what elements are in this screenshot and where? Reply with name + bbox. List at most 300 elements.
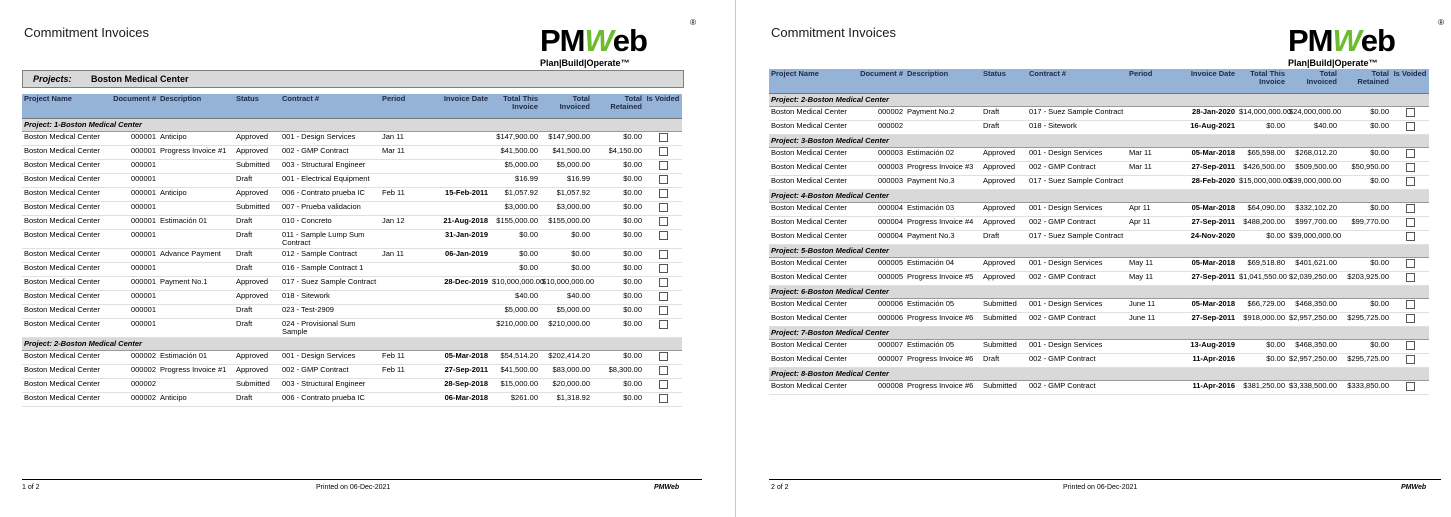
is-voided-checkbox[interactable] <box>659 203 668 212</box>
col-status-cell: Draft <box>234 230 280 249</box>
page-number: 1 of 2 <box>22 484 40 491</box>
col-period-header: Period <box>380 94 426 119</box>
col-document-cell: 000001 <box>104 146 158 160</box>
col-total-this-invoice-cell: $15,000,000.00 <box>1237 176 1287 190</box>
col-status-cell: Approved <box>981 148 1027 162</box>
col-contract-cell: 002 - GMP Contract <box>280 146 380 160</box>
is-voided-checkbox[interactable] <box>659 366 668 375</box>
is-voided-checkbox[interactable] <box>659 147 668 156</box>
report-title: Commitment Invoices <box>24 25 149 40</box>
col-total-this-invoice-cell: $0.00 <box>490 230 540 249</box>
col-contract-cell: 003 - Structural Engineer <box>280 379 380 393</box>
col-invoice-date-cell <box>426 305 490 319</box>
invoice-row[interactable] <box>769 354 1429 368</box>
invoice-row[interactable] <box>22 379 682 393</box>
col-is-voided-cell <box>644 188 682 202</box>
col-project-name-cell: Boston Medical Center <box>769 258 851 272</box>
invoice-row[interactable] <box>22 160 682 174</box>
col-description-cell: Estimación 01 <box>158 351 234 365</box>
col-invoice-date-cell: 27-Sep-2011 <box>1173 162 1237 176</box>
invoice-row[interactable] <box>22 351 682 365</box>
col-contract-cell: 001 - Design Services <box>280 132 380 146</box>
col-description-cell: Progress Invoice #5 <box>905 272 981 286</box>
project-group-header <box>769 135 1429 148</box>
col-is-voided-cell <box>1391 176 1429 190</box>
col-total-retained-cell: $0.00 <box>1339 121 1391 135</box>
invoice-row[interactable] <box>22 249 682 263</box>
col-total-invoiced-cell: $332,102.20 <box>1287 203 1339 217</box>
col-description-cell: Anticipo <box>158 393 234 407</box>
col-total-this-invoice-cell: $54,514.20 <box>490 351 540 365</box>
col-total-retained-cell: $0.00 <box>592 393 644 407</box>
col-project-name-cell: Boston Medical Center <box>769 176 851 190</box>
col-contract-cell: 002 - GMP Contract <box>1027 381 1127 395</box>
is-voided-checkbox[interactable] <box>1406 163 1415 172</box>
col-is-voided-cell <box>1391 148 1429 162</box>
col-is-voided-cell <box>644 230 682 249</box>
is-voided-checkbox[interactable] <box>1406 259 1415 268</box>
col-description-cell: Estimación 05 <box>905 340 981 354</box>
col-document-cell: 000007 <box>851 340 905 354</box>
col-contract-cell: 002 - GMP Contract <box>280 365 380 379</box>
is-voided-checkbox[interactable] <box>659 250 668 259</box>
col-status-cell: Draft <box>981 231 1027 245</box>
invoices-table-page-1 <box>22 94 682 407</box>
col-project-name-cell: Boston Medical Center <box>769 381 851 395</box>
col-invoice-date-cell: 05-Mar-2018 <box>1173 203 1237 217</box>
col-is-voided-cell <box>644 160 682 174</box>
invoice-row[interactable] <box>22 230 682 249</box>
col-status-cell: Approved <box>981 176 1027 190</box>
col-total-this-invoice-cell: $5,000.00 <box>490 305 540 319</box>
col-status-cell: Approved <box>234 365 280 379</box>
col-total-invoiced-cell: $3,000.00 <box>540 202 592 216</box>
col-is-voided-cell <box>644 393 682 407</box>
col-description-cell <box>158 379 234 393</box>
col-contract-cell: 001 - Electrical Equipment <box>280 174 380 188</box>
col-period-cell: May 11 <box>1127 272 1173 286</box>
col-description-cell: Progress Invoice #6 <box>905 354 981 368</box>
col-invoice-date-cell: 24-Nov-2020 <box>1173 231 1237 245</box>
col-description-cell: Payment No.2 <box>905 107 981 121</box>
project-group-header <box>769 286 1429 299</box>
col-document-cell: 000001 <box>104 230 158 249</box>
col-status-cell: Approved <box>234 351 280 365</box>
footer-rule <box>769 479 1441 480</box>
col-description-cell: Anticipo <box>158 188 234 202</box>
col-status-cell: Draft <box>234 216 280 230</box>
col-project-name-cell: Boston Medical Center <box>769 340 851 354</box>
is-voided-checkbox[interactable] <box>1406 122 1415 131</box>
col-description-cell: Estimación 02 <box>905 148 981 162</box>
invoice-row[interactable] <box>22 174 682 188</box>
col-total-retained-cell: $50,950.00 <box>1339 162 1391 176</box>
col-invoice-date-cell: 27-Sep-2011 <box>1173 313 1237 327</box>
is-voided-checkbox[interactable] <box>1406 355 1415 364</box>
col-period-cell <box>1127 354 1173 368</box>
col-total-retained-cell: $0.00 <box>592 188 644 202</box>
col-document-cell: 000006 <box>851 313 905 327</box>
col-status-cell: Draft <box>234 305 280 319</box>
col-document-cell: 000001 <box>104 160 158 174</box>
project-group-label: Project: 2-Boston Medical Center <box>22 338 682 351</box>
col-invoice-date-header: Invoice Date <box>426 94 490 119</box>
col-contract-cell: 006 - Contrato prueba IC <box>280 393 380 407</box>
col-project-name-cell: Boston Medical Center <box>769 299 851 313</box>
col-total-invoiced-cell: $997,700.00 <box>1287 217 1339 231</box>
col-project-name-cell: Boston Medical Center <box>22 249 104 263</box>
col-contract-cell: 024 - Provisional Sum Sample <box>280 319 380 338</box>
col-contract-cell: 002 - GMP Contract <box>1027 354 1127 368</box>
col-description-cell: Progress Invoice #1 <box>158 146 234 160</box>
footer-brand: PMWeb <box>1401 484 1427 491</box>
is-voided-checkbox[interactable] <box>659 189 668 198</box>
invoice-row[interactable] <box>769 299 1429 313</box>
col-description-cell: Progress Invoice #3 <box>905 162 981 176</box>
col-total-retained-cell: $295,725.00 <box>1339 313 1391 327</box>
col-project-name-cell: Boston Medical Center <box>769 162 851 176</box>
col-contract-cell: 023 - Test-2909 <box>280 305 380 319</box>
col-period-cell: Jan 11 <box>380 249 426 263</box>
is-voided-checkbox[interactable] <box>659 133 668 142</box>
is-voided-checkbox[interactable] <box>1406 300 1415 309</box>
col-invoice-date-cell: 21-Aug-2018 <box>426 216 490 230</box>
col-project-name-header: Project Name <box>22 94 104 119</box>
col-period-cell <box>1127 107 1173 121</box>
col-project-name-cell: Boston Medical Center <box>22 319 104 338</box>
col-total-invoiced-cell: $468,350.00 <box>1287 299 1339 313</box>
col-total-invoiced-cell: $24,000,000.00 <box>1287 107 1339 121</box>
col-invoice-date-cell: 06-Jan-2019 <box>426 249 490 263</box>
is-voided-checkbox[interactable] <box>1406 314 1415 323</box>
col-total-this-invoice-cell: $0.00 <box>1237 340 1287 354</box>
col-total-invoiced-cell: $5,000.00 <box>540 305 592 319</box>
col-total-this-invoice-cell: $15,000.00 <box>490 379 540 393</box>
invoice-row[interactable] <box>769 203 1429 217</box>
is-voided-checkbox[interactable] <box>659 175 668 184</box>
col-period-cell: Jan 12 <box>380 216 426 230</box>
col-project-name-cell: Boston Medical Center <box>22 291 104 305</box>
is-voided-checkbox[interactable] <box>659 161 668 170</box>
is-voided-checkbox[interactable] <box>659 394 668 403</box>
col-total-this-invoice-cell: $210,000.00 <box>490 319 540 338</box>
col-contract-cell: 017 - Suez Sample Contract <box>1027 107 1127 121</box>
col-contract-cell: 001 - Design Services <box>1027 258 1127 272</box>
col-contract-cell: 010 - Concreto <box>280 216 380 230</box>
col-document-cell: 000002 <box>104 365 158 379</box>
col-total-invoiced-cell: $202,414.20 <box>540 351 592 365</box>
col-total-this-invoice-cell: $147,900.00 <box>490 132 540 146</box>
is-voided-checkbox[interactable] <box>1406 204 1415 213</box>
col-project-name-cell: Boston Medical Center <box>769 354 851 368</box>
col-total-invoiced-cell: $0.00 <box>540 263 592 277</box>
col-description-cell: Anticipo <box>158 132 234 146</box>
col-total-this-invoice-cell: $381,250.00 <box>1237 381 1287 395</box>
col-total-invoiced-cell: $20,000.00 <box>540 379 592 393</box>
project-group-header <box>22 338 682 351</box>
col-project-name-cell: Boston Medical Center <box>769 272 851 286</box>
col-is-voided-cell <box>644 365 682 379</box>
col-status-cell: Submitted <box>981 340 1027 354</box>
col-document-cell: 000008 <box>851 381 905 395</box>
is-voided-checkbox[interactable] <box>659 278 668 287</box>
col-total-retained-cell: $99,770.00 <box>1339 217 1391 231</box>
col-contract-cell: 001 - Design Services <box>1027 340 1127 354</box>
col-contract-cell: 003 - Structural Engineer <box>280 160 380 174</box>
col-period-cell <box>1127 231 1173 245</box>
col-total-this-invoice-cell: $488,200.00 <box>1237 217 1287 231</box>
col-contract-cell: 002 - GMP Contract <box>1027 162 1127 176</box>
col-is-voided-cell <box>1391 272 1429 286</box>
is-voided-checkbox[interactable] <box>1406 273 1415 282</box>
is-voided-checkbox[interactable] <box>1406 232 1415 241</box>
invoice-row[interactable] <box>769 217 1429 231</box>
col-total-invoiced-cell: $2,039,250.00 <box>1287 272 1339 286</box>
projects-filter-box <box>22 70 684 88</box>
is-voided-checkbox[interactable] <box>659 380 668 389</box>
col-document-cell: 000007 <box>851 354 905 368</box>
col-total-invoiced-cell: $10,000,000.00 <box>540 277 592 291</box>
col-document-cell: 000005 <box>851 258 905 272</box>
col-contract-cell: 001 - Design Services <box>1027 203 1127 217</box>
col-description-cell: Progress Invoice #6 <box>905 381 981 395</box>
col-status-cell: Submitted <box>981 299 1027 313</box>
invoice-row[interactable] <box>22 146 682 160</box>
col-document-header: Document # <box>104 94 158 119</box>
col-is-voided-cell <box>644 202 682 216</box>
invoice-row[interactable] <box>769 121 1429 135</box>
col-is-voided-cell <box>644 216 682 230</box>
project-group-header <box>769 94 1429 107</box>
invoice-row[interactable] <box>22 291 682 305</box>
col-project-name-cell: Boston Medical Center <box>22 202 104 216</box>
col-is-voided-header: Is Voided <box>1391 69 1429 94</box>
invoice-row[interactable] <box>769 258 1429 272</box>
col-description-cell: Progress Invoice #6 <box>905 313 981 327</box>
col-total-invoiced-cell: $268,012.20 <box>1287 148 1339 162</box>
col-is-voided-cell <box>1391 299 1429 313</box>
page-number: 2 of 2 <box>771 484 789 491</box>
invoice-row[interactable] <box>769 381 1429 395</box>
col-description-cell: Estimación 03 <box>905 203 981 217</box>
col-total-this-invoice-cell: $261.00 <box>490 393 540 407</box>
is-voided-checkbox[interactable] <box>1406 341 1415 350</box>
col-total-this-invoice-header: Total This Invoice <box>1237 69 1287 94</box>
is-voided-checkbox[interactable] <box>659 352 668 361</box>
col-total-invoiced-cell: $0.00 <box>540 249 592 263</box>
col-period-cell: Feb 11 <box>380 365 426 379</box>
col-total-retained-header: Total Retained <box>1339 69 1391 94</box>
footer-brand: PMWeb <box>654 484 680 491</box>
col-invoice-date-cell <box>426 132 490 146</box>
invoice-row[interactable] <box>22 393 682 407</box>
col-invoice-date-cell: 06-Mar-2018 <box>426 393 490 407</box>
col-invoice-date-cell: 11-Apr-2016 <box>1173 381 1237 395</box>
is-voided-checkbox[interactable] <box>1406 177 1415 186</box>
project-group-label: Project: 1-Boston Medical Center <box>22 119 682 132</box>
col-status-cell: Approved <box>234 291 280 305</box>
col-status-cell: Approved <box>234 277 280 291</box>
invoice-row[interactable] <box>769 231 1429 245</box>
col-status-cell: Draft <box>981 354 1027 368</box>
col-invoice-date-cell: 11-Apr-2016 <box>1173 354 1237 368</box>
col-status-cell: Approved <box>981 203 1027 217</box>
is-voided-checkbox[interactable] <box>659 292 668 301</box>
invoice-row[interactable] <box>769 176 1429 190</box>
col-project-name-cell: Boston Medical Center <box>769 121 851 135</box>
col-description-cell: Progress Invoice #4 <box>905 217 981 231</box>
col-invoice-date-cell <box>426 202 490 216</box>
invoice-row[interactable] <box>22 365 682 379</box>
footer-rule <box>22 479 702 480</box>
col-total-retained-cell: $0.00 <box>592 319 644 338</box>
col-project-name-cell: Boston Medical Center <box>22 216 104 230</box>
invoice-row[interactable] <box>22 319 682 338</box>
col-is-voided-cell <box>644 291 682 305</box>
col-total-retained-cell: $0.00 <box>592 305 644 319</box>
col-total-retained-cell: $0.00 <box>592 379 644 393</box>
col-description-cell <box>158 263 234 277</box>
col-status-cell: Submitted <box>234 379 280 393</box>
col-period-cell <box>380 393 426 407</box>
invoices-table-page-2 <box>769 69 1429 395</box>
project-group-header <box>769 190 1429 203</box>
col-total-retained-cell: $0.00 <box>592 216 644 230</box>
invoice-row[interactable] <box>769 340 1429 354</box>
col-is-voided-cell <box>1391 340 1429 354</box>
col-status-header: Status <box>234 94 280 119</box>
invoice-row[interactable] <box>769 148 1429 162</box>
col-total-retained-cell: $333,850.00 <box>1339 381 1391 395</box>
col-invoice-date-cell <box>426 263 490 277</box>
col-description-cell <box>158 160 234 174</box>
col-total-invoiced-cell: $5,000.00 <box>540 160 592 174</box>
col-status-cell: Draft <box>981 121 1027 135</box>
col-project-name-cell: Boston Medical Center <box>769 313 851 327</box>
col-project-name-cell: Boston Medical Center <box>769 231 851 245</box>
col-is-voided-cell <box>1391 203 1429 217</box>
is-voided-checkbox[interactable] <box>659 306 668 315</box>
project-group-label: Project: 7-Boston Medical Center <box>769 327 1429 340</box>
col-document-cell: 000001 <box>104 291 158 305</box>
invoice-row[interactable] <box>22 263 682 277</box>
is-voided-checkbox[interactable] <box>659 231 668 240</box>
col-period-cell: May 11 <box>1127 258 1173 272</box>
invoice-row[interactable] <box>769 162 1429 176</box>
col-total-retained-cell: $0.00 <box>592 132 644 146</box>
is-voided-checkbox[interactable] <box>659 264 668 273</box>
col-status-cell: Submitted <box>234 202 280 216</box>
pmweb-logo: PMWeb Plan|Build|Operate™ ® <box>1288 18 1444 68</box>
col-invoice-date-cell: 05-Mar-2018 <box>1173 148 1237 162</box>
invoice-row[interactable] <box>22 277 682 291</box>
col-contract-cell: 001 - Design Services <box>1027 299 1127 313</box>
col-is-voided-cell <box>1391 258 1429 272</box>
col-project-name-cell: Boston Medical Center <box>22 351 104 365</box>
col-contract-cell: 002 - GMP Contract <box>1027 217 1127 231</box>
col-description-header: Description <box>158 94 234 119</box>
column-header-row <box>22 94 682 119</box>
projects-filter-label: Projects: <box>33 74 72 84</box>
col-is-voided-cell <box>644 305 682 319</box>
col-period-cell <box>380 202 426 216</box>
col-document-cell: 000001 <box>104 202 158 216</box>
col-document-cell: 000005 <box>851 272 905 286</box>
col-contract-cell: 017 - Suez Sample Contract <box>280 277 380 291</box>
col-is-voided-cell <box>644 146 682 160</box>
report-page-2 <box>745 0 1451 517</box>
col-period-cell: Apr 11 <box>1127 217 1173 231</box>
invoice-row[interactable] <box>22 132 682 146</box>
col-project-name-cell: Boston Medical Center <box>22 365 104 379</box>
invoice-row[interactable] <box>22 188 682 202</box>
col-total-retained-cell: $0.00 <box>1339 299 1391 313</box>
invoice-row[interactable] <box>22 216 682 230</box>
col-invoice-date-cell: 27-Sep-2011 <box>426 365 490 379</box>
col-document-cell: 000002 <box>851 107 905 121</box>
col-period-cell <box>380 160 426 174</box>
col-invoice-date-cell: 28-Sep-2018 <box>426 379 490 393</box>
invoice-row[interactable] <box>22 202 682 216</box>
col-invoice-date-cell <box>426 291 490 305</box>
col-invoice-date-cell: 31-Jan-2019 <box>426 230 490 249</box>
col-is-voided-cell <box>1391 121 1429 135</box>
col-total-retained-cell: $0.00 <box>592 291 644 305</box>
is-voided-checkbox[interactable] <box>1406 149 1415 158</box>
col-total-invoiced-cell: $401,621.00 <box>1287 258 1339 272</box>
col-total-retained-cell: $0.00 <box>592 249 644 263</box>
invoice-row[interactable] <box>22 305 682 319</box>
col-invoice-date-cell: 27-Sep-2011 <box>1173 272 1237 286</box>
col-project-name-cell: Boston Medical Center <box>22 188 104 202</box>
col-is-voided-cell <box>644 132 682 146</box>
is-voided-checkbox[interactable] <box>1406 108 1415 117</box>
is-voided-checkbox[interactable] <box>659 217 668 226</box>
col-description-cell <box>158 174 234 188</box>
col-total-invoiced-cell: $147,900.00 <box>540 132 592 146</box>
invoice-row[interactable] <box>769 107 1429 121</box>
col-period-cell: Mar 11 <box>1127 148 1173 162</box>
col-contract-header: Contract # <box>1027 69 1127 94</box>
col-total-invoiced-cell: $1,057.92 <box>540 188 592 202</box>
printed-date: Printed on 06-Dec-2021 <box>316 484 391 491</box>
projects-filter-value: Boston Medical Center <box>91 74 189 84</box>
col-total-retained-cell: $203,925.00 <box>1339 272 1391 286</box>
project-group-label: Project: 3-Boston Medical Center <box>769 135 1429 148</box>
invoice-row[interactable] <box>769 313 1429 327</box>
invoice-row[interactable] <box>769 272 1429 286</box>
col-description-cell: Estimación 05 <box>905 299 981 313</box>
col-total-invoiced-cell: $39,000,000.00 <box>1287 176 1339 190</box>
col-total-invoiced-cell: $1,318.92 <box>540 393 592 407</box>
col-project-name-cell: Boston Medical Center <box>22 146 104 160</box>
col-period-cell <box>380 291 426 305</box>
col-document-cell: 000004 <box>851 203 905 217</box>
col-period-cell: June 11 <box>1127 313 1173 327</box>
project-group-label: Project: 8-Boston Medical Center <box>769 368 1429 381</box>
col-document-cell: 000001 <box>104 319 158 338</box>
col-document-cell: 000004 <box>851 217 905 231</box>
is-voided-checkbox[interactable] <box>1406 218 1415 227</box>
col-description-cell: Payment No.3 <box>905 176 981 190</box>
col-status-cell: Approved <box>981 217 1027 231</box>
is-voided-checkbox[interactable] <box>1406 382 1415 391</box>
col-status-cell: Draft <box>234 174 280 188</box>
is-voided-checkbox[interactable] <box>659 320 668 329</box>
col-period-cell <box>1127 121 1173 135</box>
col-total-retained-cell: $0.00 <box>1339 203 1391 217</box>
col-project-name-cell: Boston Medical Center <box>22 132 104 146</box>
